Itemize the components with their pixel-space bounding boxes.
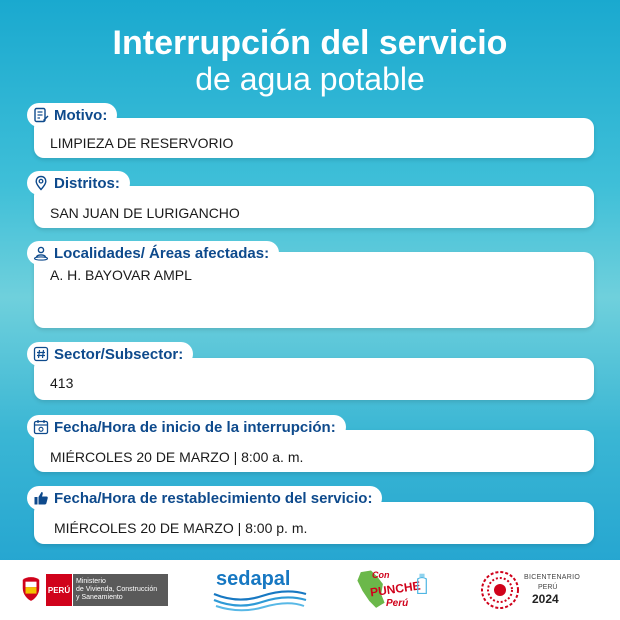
punche-peru: Perú <box>386 598 409 609</box>
punche-main: PUNCHE <box>369 578 422 600</box>
punche-logo <box>352 564 434 616</box>
distritos-value: SAN JUAN DE LURIGANCHO <box>50 205 240 221</box>
distritos-label-text: Distritos: <box>54 174 120 192</box>
restablecimiento-label-text: Fecha/Hora de restablecimiento del servicio: <box>54 489 373 507</box>
peru-shield-icon <box>20 574 42 604</box>
bicentenario-year: 2024 <box>532 592 559 606</box>
ministry-name-line3: y Saneamiento <box>76 594 123 601</box>
localidades-value: A. H. BAYOVAR AMPL <box>50 267 192 283</box>
bottle-icon <box>416 572 428 596</box>
ministry-name-box <box>73 574 168 606</box>
inicio-label <box>27 415 346 439</box>
sector-label <box>27 342 193 366</box>
sedapal-wordmark: sedapal <box>216 568 291 590</box>
document-edit-icon <box>33 107 49 123</box>
thumbs-up-icon <box>33 490 49 506</box>
localidades-label-text: Localidades/ Áreas afectadas: <box>54 244 270 262</box>
localidades-label <box>27 241 279 265</box>
sedapal-logo <box>210 566 310 612</box>
page-title: Interrupción del servicio <box>112 24 508 62</box>
ministry-logo <box>20 574 168 606</box>
motivo-value: LIMPIEZA DE RESERVORIO <box>50 135 234 151</box>
restablecimiento-label <box>27 486 382 510</box>
footer-bar <box>0 560 620 620</box>
ministry-country: PERÚ <box>47 585 71 595</box>
bicentenario-text: BICENTENARIO <box>524 574 581 581</box>
map-pin-icon <box>33 175 49 191</box>
calendar-icon <box>33 419 49 435</box>
ministry-name-line1: Ministerio <box>76 578 106 585</box>
bicentenario-logo <box>480 568 600 612</box>
inicio-value: MIÉRCOLES 20 DE MARZO | 8:00 a. m. <box>50 449 304 465</box>
restablecimiento-value: MIÉRCOLES 20 DE MARZO | 8:00 p. m. <box>54 520 308 536</box>
bicentenario-country: PERÚ <box>538 584 558 591</box>
ministry-name-line2: de Vivienda, Construcción <box>76 586 158 593</box>
distritos-label <box>27 171 130 195</box>
motivo-label <box>27 103 117 127</box>
motivo-label-text: Motivo: <box>54 106 108 124</box>
motivo-card <box>34 118 594 158</box>
hash-icon <box>33 346 49 362</box>
sedapal-waves-icon <box>210 590 310 612</box>
sector-value: 413 <box>50 375 74 391</box>
sector-label-text: Sector/Subsector: <box>54 345 184 363</box>
punche-con: Con <box>372 570 390 580</box>
inicio-label-text: Fecha/Hora de inicio de la interrupción: <box>54 418 336 436</box>
ministry-country-box <box>46 574 72 606</box>
page-subtitle: de agua potable <box>195 61 425 97</box>
location-person-icon <box>33 245 49 261</box>
bicentenario-emblem-icon <box>480 570 520 610</box>
